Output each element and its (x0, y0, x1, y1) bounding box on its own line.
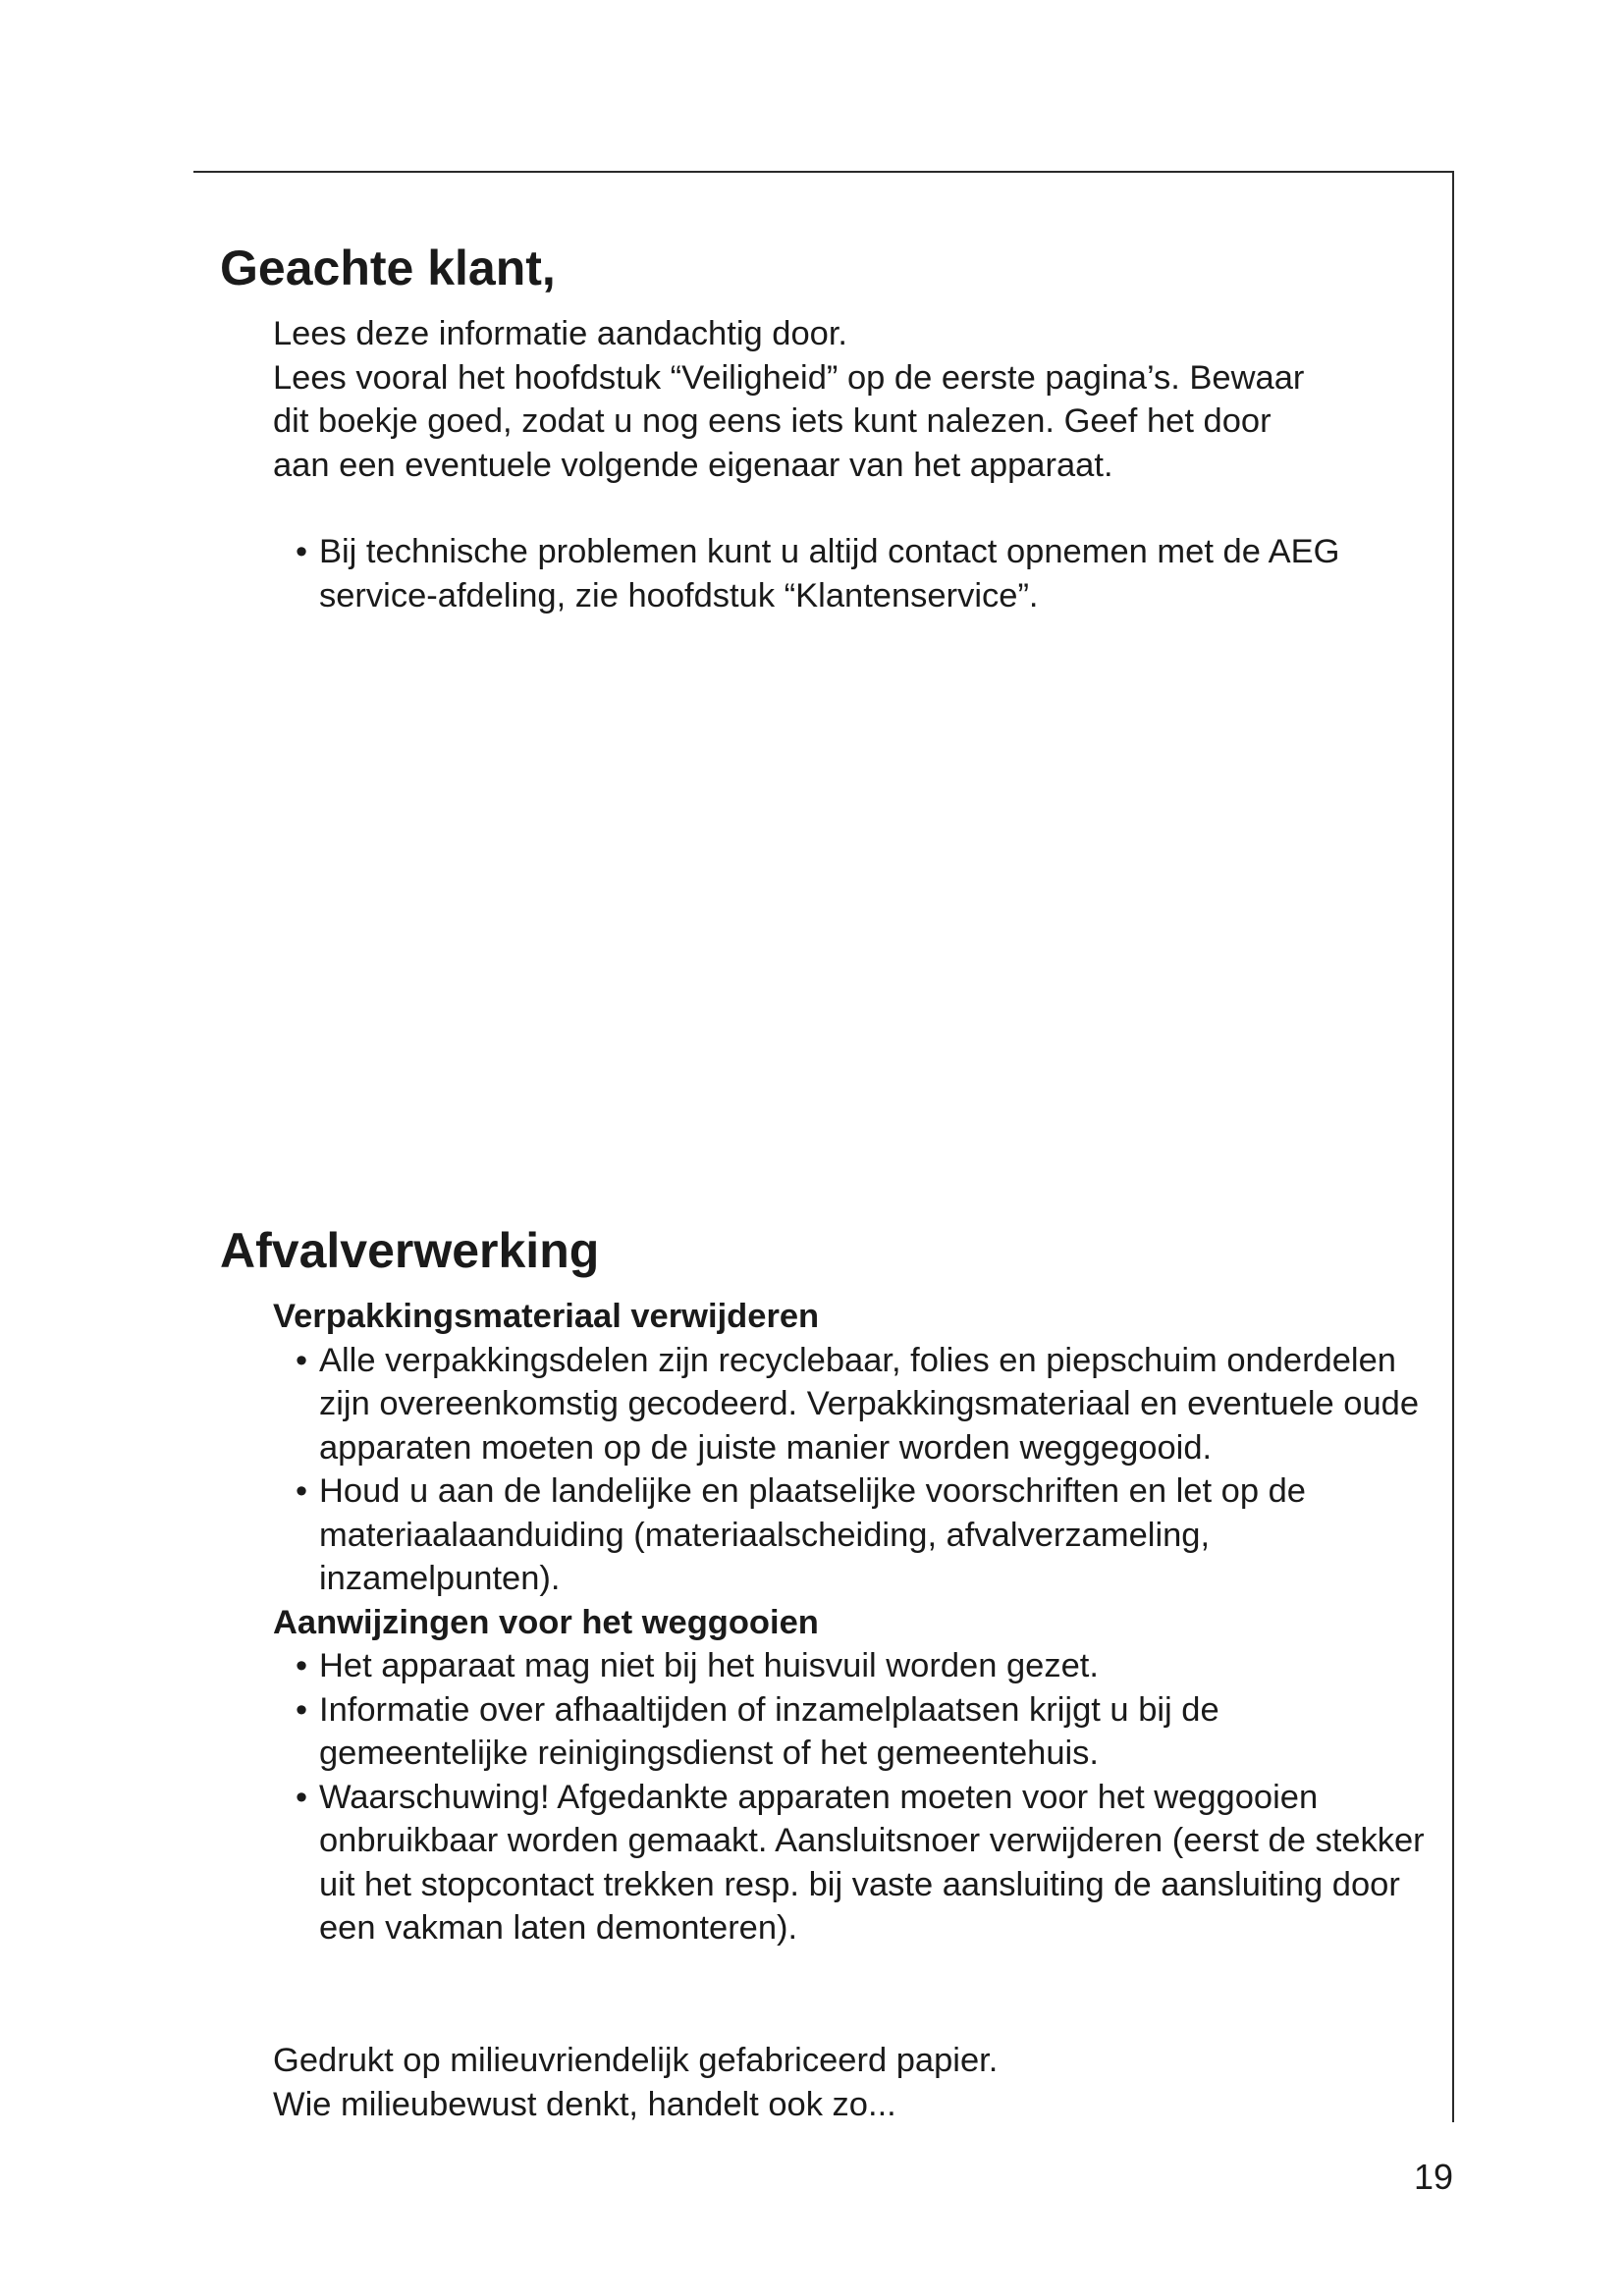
packaging-bullet: • Alle verpakkingsdelen zijn recyclebaar, folies en piepschuim onderdelen zijn overeenkomstig gecodeerd. Verpakkingsmateriaal en eventuele oude apparaten moeten op de juiste manier worden weggegooid. (273, 1339, 1434, 1470)
subheading-packaging: Verpakkingsmateriaal verwijderen (273, 1298, 820, 1335)
intro-line: aan een eventuele volgende eigenaar van het apparaat. (273, 446, 1113, 484)
eco-footer-line: Wie milieubewust denkt, handelt ook zo... (273, 2085, 896, 2123)
subheading-disposal: Aanwijzingen voor het weggooien (273, 1603, 819, 1641)
disposal-bullet: • Informatie over afhaaltijden of inzamelplaatsen krijgt u bij de gemeentelijke reinigingsdienst of het gemeentehuis. (273, 1688, 1434, 1776)
intro-line: dit boekje goed, zodat u nog eens iets kunt nalezen. Geef het door (273, 402, 1272, 440)
waste-content (273, 1295, 1432, 1950)
eco-footer (273, 2039, 1432, 2126)
section-heading-afvalverwerking: Afvalverwerking (220, 1223, 600, 1278)
page-number: 19 (1414, 2157, 1454, 2197)
intro-line: Lees deze informatie aandachtig door. (273, 315, 847, 352)
section-heading-geachte-klant: Geachte klant, (220, 240, 556, 295)
page-frame-right-rule (1452, 171, 1454, 2122)
intro-line: Lees vooral het hoofdstuk “Veiligheid” op de eerste pagina’s. Bewaar (273, 358, 1305, 397)
service-note (273, 530, 1432, 617)
disposal-bullet: • Het apparaat mag niet bij het huisvuil worden gezet. (273, 1644, 1434, 1688)
packaging-bullet: • Houd u aan de landelijke en plaatselijke voorschriften en let op de materiaalaanduiding (materiaalscheiding, afvalverzameling, inzamelpunten). (273, 1469, 1434, 1601)
service-bullet: • Bij technische problemen kunt u altijd contact opnemen met de AEG service-afdeling, zie hoofdstuk “Klantenservice”. (273, 530, 1434, 617)
disposal-bullet: • Waarschuwing! Afgedankte apparaten moeten voor het weggooien onbruikbaar worden gemaakt. Aansluitsnoer verwijderen (eerst de stekker uit het stopcontact trekken resp. bij vaste aansluiting de aansluiting door een vakman laten demonteren). (273, 1776, 1434, 1950)
page-frame-top-rule (193, 171, 1453, 173)
eco-footer-line: Gedrukt op milieuvriendelijk gefabriceerd papier. (273, 2042, 999, 2079)
intro-paragraph (273, 312, 1432, 487)
